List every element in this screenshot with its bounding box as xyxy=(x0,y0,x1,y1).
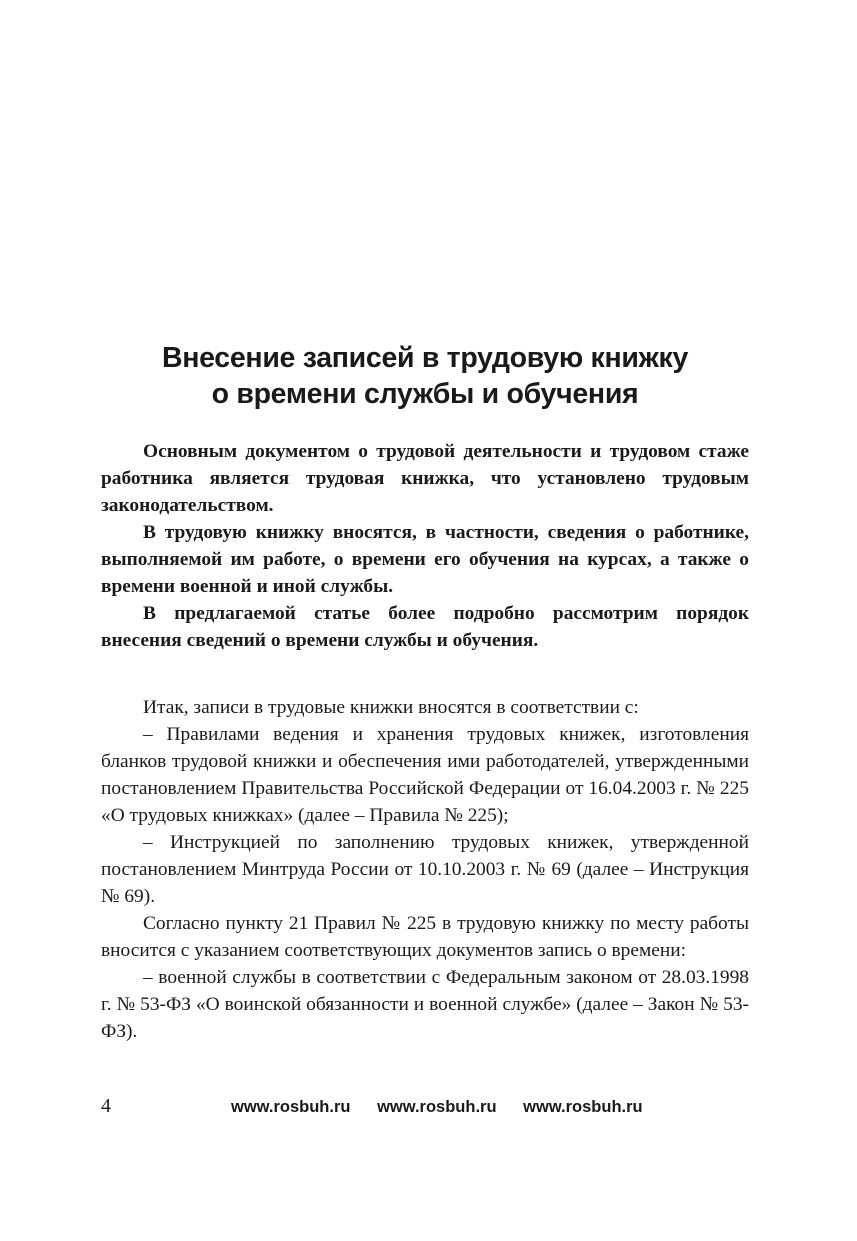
page-footer xyxy=(101,1093,749,1121)
article-body xyxy=(101,694,749,1045)
body-paragraph-5: – военной службы в соответствии с Федеральным законом от 28.03.1998 г. № 53-ФЗ «О воинской обязанности и военной службе» (далее – Закон № 53-ФЗ). xyxy=(101,967,749,1042)
article-title xyxy=(101,340,749,412)
body-paragraph-2: – Правилами ведения и хранения трудовых книжек, изготовления бланков трудовой книжки и обеспечения ими работодателей, утвержденными постановлением Правительства Российской Федерации от 16.04.2003 г. № 225 «О трудовых книжках» (далее – Правила № 225); xyxy=(101,724,749,826)
footer-link-3[interactable]: www.rosbuh.ru xyxy=(523,1098,643,1116)
footer-link-2[interactable]: www.rosbuh.ru xyxy=(377,1098,497,1116)
footer-link-1[interactable]: www.rosbuh.ru xyxy=(231,1098,351,1116)
footer-links xyxy=(231,1095,665,1119)
lead-paragraph-3: В предлагаемой статье более подробно рассмотрим порядок внесения сведений о времени службы и обучения. xyxy=(101,603,749,651)
body-paragraph-4: Согласно пункту 21 Правил № 225 в трудовую книжку по месту работы вносится с указанием соответствующих документов запись о времени: xyxy=(101,913,749,961)
page-content xyxy=(101,340,749,1045)
lead-paragraph-1: Основным документом о трудовой деятельности и трудовом стаже работника является трудовая книжка, что установлено трудовым законодательством. xyxy=(101,441,749,516)
article-title-line-1: Внесение записей в трудовую книжку xyxy=(161,342,689,374)
body-paragraph-1: Итак, записи в трудовые книжки вносятся в соответствии с: xyxy=(143,697,639,718)
article-lead xyxy=(101,438,749,654)
article-title-line-2: о времени службы и обучения xyxy=(211,378,639,410)
body-paragraph-3: – Инструкцией по заполнению трудовых книжек, утвержденной постановлением Минтруда России от 10.10.2003 г. № 69 (далее – Инструкция № 69). xyxy=(101,832,749,907)
lead-paragraph-2: В трудовую книжку вносятся, в частности, сведения о работнике, выполняемой им работе, о времени его обучения на курсах, а также о времени военной и иной службы. xyxy=(101,522,749,597)
page-number: 4 xyxy=(101,1095,111,1117)
